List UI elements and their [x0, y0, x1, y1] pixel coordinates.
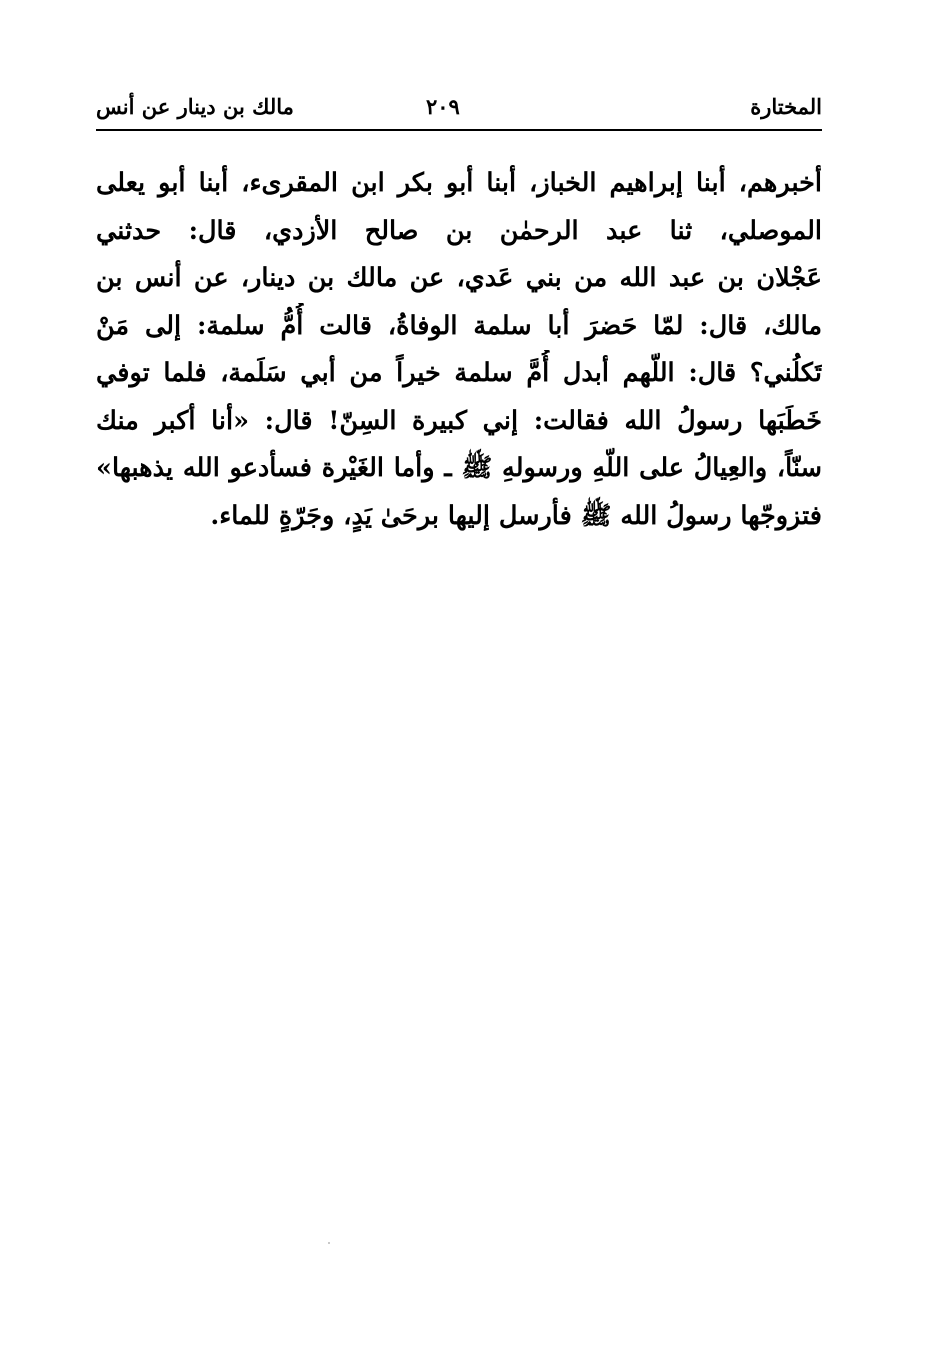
section-title: مالك بن دينار عن أنس	[96, 94, 294, 119]
text-line: أخبرهم، أبنا إبراهيم الخباز، أبنا أبو بكر ابن المقرىء، أبنا أبو يعلى	[96, 168, 822, 198]
header-divider	[96, 129, 822, 131]
text-line: الموصلي، ثنا عبد الرحمٰن بن صالح الأزدي، قال: حدثني	[96, 215, 822, 246]
text-line: تَكلُني؟ قال: اللّهم أبدل أُمَّ سلمة خيراً من أبي سَلَمة، فلما توفي	[96, 358, 822, 388]
running-header	[96, 90, 822, 126]
text-line: سنّاً، والعِيالُ على اللّهِ ورسولهِ ﷺ ـ وأما الغَيْرة فسأدعو الله يذهبها»	[96, 453, 822, 483]
book-title: المختارة	[750, 94, 822, 119]
body-paragraph	[96, 160, 822, 540]
text-line: خَطَبَها رسولُ الله فقالت: إني كبيرة السِنّ! قال: «أنا أكبر منك	[96, 405, 822, 436]
page-number: ٢٠٩	[426, 94, 460, 119]
text-line: عَجْلان بن عبد الله من بني عَدي، عن مالك بن دينار، عن أنس بن	[96, 263, 822, 293]
text-line: فتزوجّها رسولُ الله ﷺ فأرسل إليها برحَىٰ يَدٍ، وجَرّةٍ للماء.	[210, 500, 822, 531]
text-line: مالك، قال: لمّا حَضرَ أبا سلمة الوفاةُ، قالت أُمُّ سلمة: إلى مَنْ	[96, 310, 822, 341]
scan-speck	[328, 1242, 330, 1244]
